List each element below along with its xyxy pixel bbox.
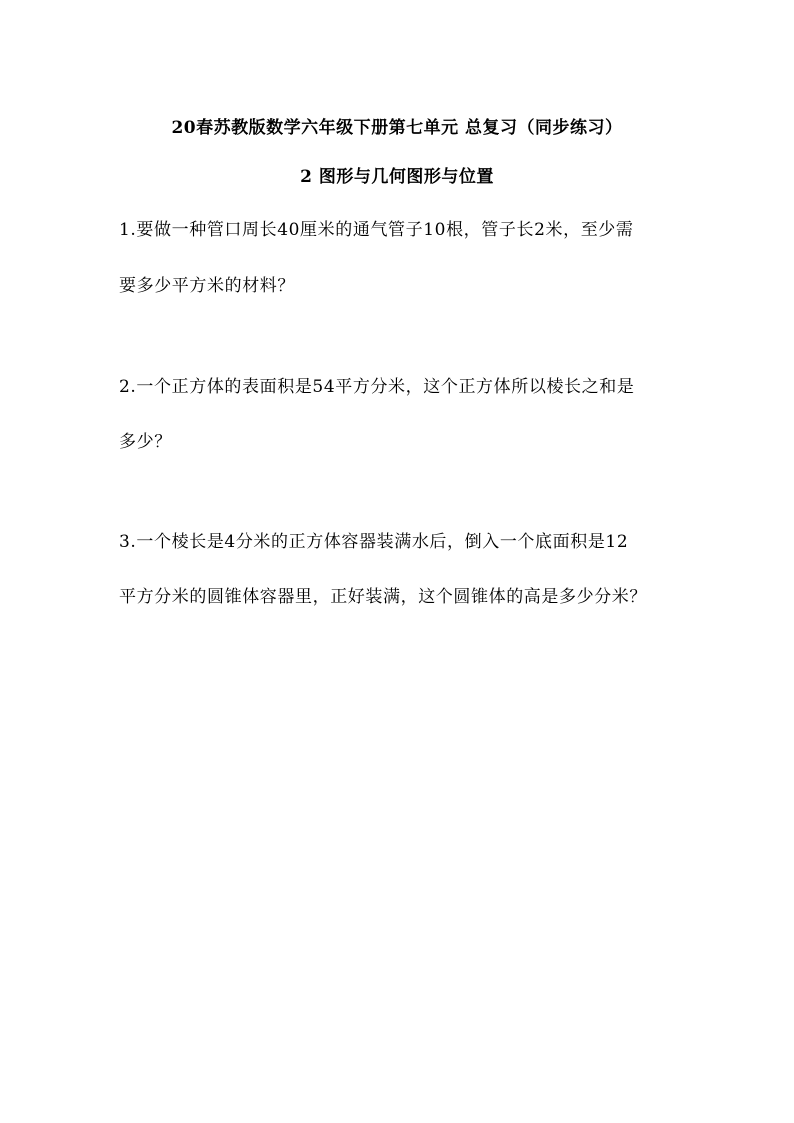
document-subtitle: 2 图形与几何图形与位置: [300, 167, 494, 187]
question-3-line-2: 平方分米的圆锥体容器里，正好装满，这个圆锥体的高是多少分米？: [119, 587, 647, 607]
question-2-line-1: 2.一个正方体的表面积是54平方分米，这个正方体所以棱长之和是: [119, 377, 635, 397]
question-1-line-2: 要多少平方米的材料？: [119, 276, 295, 296]
question-3-line-1: 3.一个棱长是4分米的正方体容器装满水后，倒入一个底面积是12: [119, 532, 629, 552]
question-2-line-2: 多少？: [119, 432, 172, 452]
document-title: 20春苏教版数学六年级下册第七单元 总复习（同步练习）: [171, 118, 623, 138]
question-1-line-1: 1.要做一种管口周长40厘米的通气管子10根，管子长2米，至少需: [119, 220, 634, 240]
